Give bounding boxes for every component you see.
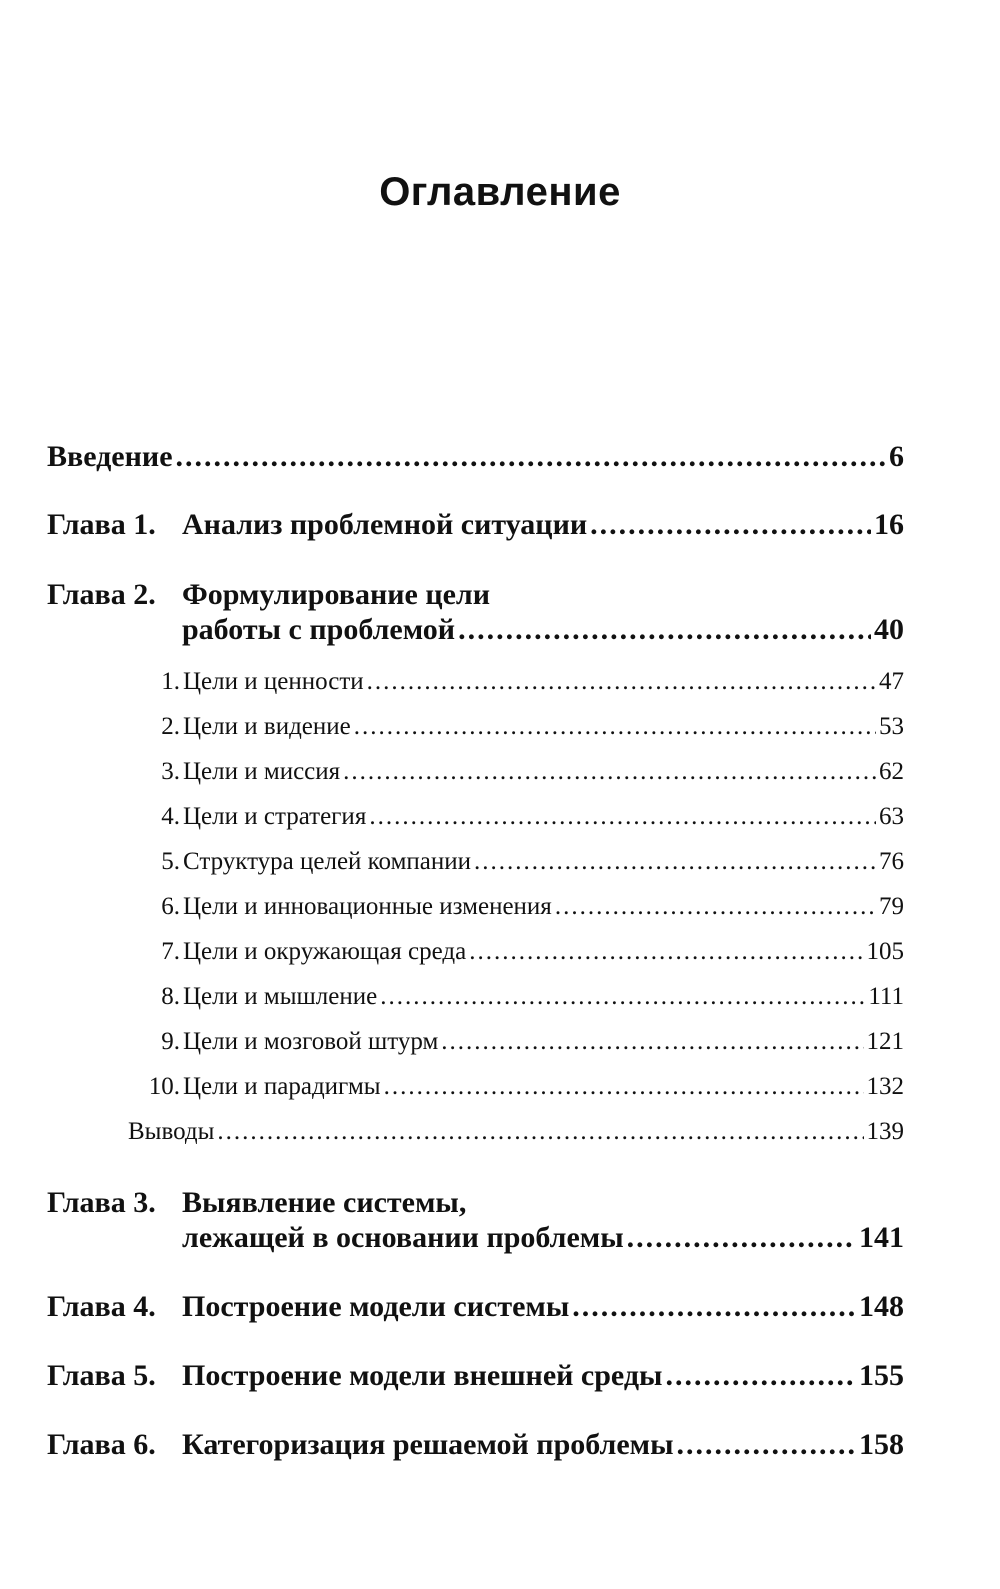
toc-subentry-7[interactable]: [128, 938, 904, 966]
toc-entry-title: Выявление системы,: [182, 1186, 467, 1219]
toc-entry-number: 3.: [161, 758, 180, 785]
toc-entry-title-continued: лежащей в основании проблемы: [182, 1221, 624, 1254]
toc-entry-title: Построение модели системы: [182, 1290, 570, 1323]
toc-entry-page: 148: [859, 1290, 904, 1323]
dot-leader: [627, 1221, 856, 1255]
dot-leader: [343, 758, 876, 786]
toc-entry-chapter-4[interactable]: [47, 1290, 904, 1324]
toc-entry-chapter-2-line-2[interactable]: [47, 613, 904, 647]
toc-entry-title: Категоризация решаемой проблемы: [182, 1428, 674, 1461]
toc-subentry-conclusions[interactable]: [128, 1118, 904, 1146]
toc-entry-number: Глава 3.: [47, 1186, 156, 1219]
toc-entry-title-continued: работы с проблемой: [182, 613, 456, 646]
toc-entry-page: 62: [879, 758, 904, 785]
toc-entry-number: 4.: [161, 803, 180, 830]
dot-leader: [474, 848, 876, 876]
toc-entry-number: 2.: [161, 713, 180, 740]
toc-entry-title: Цели и инновационные изменения: [183, 893, 552, 920]
dot-leader: [176, 440, 886, 474]
toc-entry-title: Построение модели внешней среды: [182, 1359, 663, 1392]
toc-entry-number: Глава 5.: [47, 1359, 156, 1392]
toc-entry-title: Цели и ценности: [183, 668, 364, 695]
toc-entry-page: 132: [866, 1073, 904, 1100]
toc-entry-page: 155: [859, 1359, 904, 1392]
toc-entry-chapter-6[interactable]: [47, 1428, 904, 1462]
dot-leader: [665, 1359, 856, 1393]
toc-entry-chapter-3-line-1[interactable]: [47, 1186, 904, 1220]
toc-subentry-3[interactable]: [128, 758, 904, 786]
toc-entry-title: Цели и видение: [183, 713, 351, 740]
dot-leader: [354, 713, 876, 741]
dot-leader: [217, 1118, 863, 1146]
toc-subentry-10[interactable]: [128, 1073, 904, 1101]
toc-entry-number: Глава 2.: [47, 578, 156, 611]
toc-entry-title: Анализ проблемной ситуации: [182, 508, 588, 541]
page-title: Оглавление: [379, 170, 621, 214]
toc-entry-chapter-2-line-1[interactable]: [47, 578, 904, 612]
toc-entry-number: 8.: [161, 983, 180, 1010]
toc-entry-page: 158: [859, 1428, 904, 1461]
toc-entry-title: Введение: [47, 440, 173, 473]
toc-entry-number: 6.: [161, 893, 180, 920]
dot-leader: [384, 1073, 864, 1101]
dot-leader: [572, 1290, 856, 1324]
dot-leader: [590, 508, 871, 542]
toc-entry-number: 9.: [161, 1028, 180, 1055]
toc-subentry-9[interactable]: [128, 1028, 904, 1056]
toc-subentry-1[interactable]: [128, 668, 904, 696]
toc-entry-page: 16: [874, 508, 904, 541]
toc-entry-number: 10.: [148, 1073, 180, 1100]
toc-entry-number: Глава 6.: [47, 1428, 156, 1461]
toc-entry-title: Формулирование цели: [182, 578, 491, 611]
toc-subentry-4[interactable]: [128, 803, 904, 831]
toc-entry-number: 7.: [161, 938, 180, 965]
toc-entry-introduction[interactable]: [47, 440, 904, 474]
toc-entry-page: 121: [866, 1028, 904, 1055]
toc-entry-title: Цели и окружающая среда: [183, 938, 467, 965]
toc-subentry-6[interactable]: [128, 893, 904, 921]
toc-entry-number: 1.: [161, 668, 180, 695]
toc-subentry-2[interactable]: [128, 713, 904, 741]
toc-entry-page: 111: [868, 983, 904, 1010]
dot-leader: [367, 668, 876, 696]
toc-entry-chapter-3-line-2[interactable]: [47, 1221, 904, 1255]
dot-leader: [677, 1428, 856, 1462]
toc-entry-page: 40: [874, 613, 904, 646]
toc-entry-title: Цели и стратегия: [183, 803, 367, 830]
toc-entry-title: Структура целей компании: [183, 848, 472, 875]
toc-subentry-8[interactable]: [128, 983, 904, 1011]
toc-entry-number: Глава 1.: [47, 508, 156, 541]
toc-entry-chapter-5[interactable]: [47, 1359, 904, 1393]
toc-entry-title: Цели и мышление: [183, 983, 378, 1010]
dot-leader: [380, 983, 865, 1011]
toc-entry-page: 53: [879, 713, 904, 740]
toc-entry-page: 76: [879, 848, 904, 875]
toc-entry-page: 139: [866, 1118, 904, 1145]
toc-entry-page: 47: [879, 668, 904, 695]
toc-subentry-5[interactable]: [128, 848, 904, 876]
toc-entry-title: Цели и миссия: [183, 758, 341, 785]
dot-leader: [469, 938, 863, 966]
toc-entry-page: 141: [859, 1221, 904, 1254]
toc-entry-title: Выводы: [128, 1118, 215, 1145]
toc-entry-chapter-1[interactable]: [47, 508, 904, 542]
toc-entry-page: 63: [879, 803, 904, 830]
toc-entry-number: Глава 4.: [47, 1290, 156, 1323]
toc-entry-title: Цели и мозговой штурм: [183, 1028, 439, 1055]
toc-entry-number: 5.: [161, 848, 180, 875]
dot-leader: [441, 1028, 863, 1056]
toc-entry-title: Цели и парадигмы: [183, 1073, 381, 1100]
dot-leader: [369, 803, 876, 831]
toc-entry-page: 105: [866, 938, 904, 965]
toc-entry-page: 79: [879, 893, 904, 920]
toc-entry-page: 6: [889, 440, 904, 473]
dot-leader: [458, 613, 871, 647]
dot-leader: [555, 893, 876, 921]
